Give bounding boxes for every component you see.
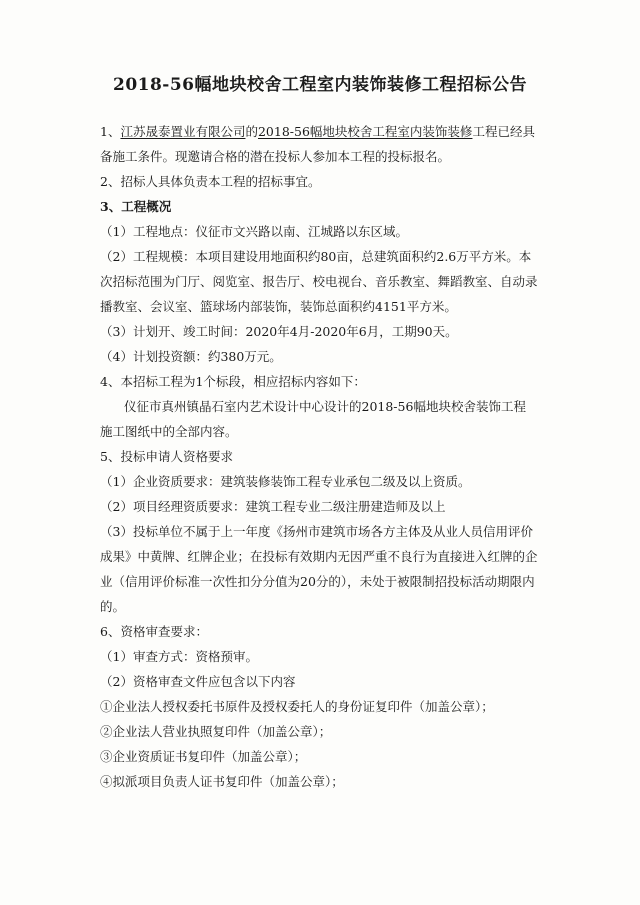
section-5-heading: 5、投标申请人资格要求: [100, 449, 233, 464]
section-3-investment: （4）计划投资额：约380万元。: [100, 349, 282, 364]
section-1-line-2: 备施工条件。现邀请合格的潜在投标人参加本工程的投标报名。: [100, 149, 451, 164]
section-6-documents: （2）资格审查文件应包含以下内容: [100, 674, 296, 689]
section-6-method: （1）审查方式：资格预审。: [100, 649, 258, 664]
section-6-item-2: ②企业法人营业执照复印件（加盖公章）；: [100, 724, 332, 739]
section-4-content-line-1: 仪征市真州镇晶石室内艺术设计中心设计的2018-56幅地块校舍装饰工程: [124, 399, 526, 414]
tenderer-name: 江苏晟泰置业有限公司: [120, 124, 246, 139]
section-3-scale-line-2: 次招标范围为门厅、阅览室、报告厅、校电视台、音乐教室、舞蹈教室、自动录: [100, 274, 538, 289]
section-1-rest: 工程已经具: [472, 124, 535, 139]
section-6-item-3: ③企业资质证书复印件（加盖公章）；: [100, 749, 307, 764]
section-3-heading: 3、工程概况: [100, 199, 172, 214]
section-5-credit-line-1: （3）投标单位不属于上一年度《扬州市建筑市场各方主体及从业人员信用评价: [100, 524, 533, 539]
section-5-credit-line-3: 业（信用评价标准一次性扣分分值为20分的），未处于被限制招投标活动期限内: [100, 574, 535, 589]
section-3-scale-line-3: 播教室、会议室、篮球场内部装饰，装饰总面积约4151平方米。: [100, 299, 457, 314]
section-1-number: 1、: [100, 124, 121, 139]
section-5-qualification: （1）企业资质要求：建筑装修装饰工程专业承包二级及以上资质。: [100, 474, 471, 489]
section-4-heading: 4、本招标工程为1个标段，相应招标内容如下：: [100, 374, 366, 389]
section-6-item-4: ④拟派项目负责人证书复印件（加盖公章）；: [100, 774, 344, 789]
document-title: 2018-56幅地块校舍工程室内装饰装修工程招标公告: [112, 75, 528, 95]
section-1-line-1: [100, 126, 535, 139]
section-1-connector: 的: [245, 124, 258, 139]
section-5-manager: （2）项目经理资质要求：建筑工程专业二级注册建造师及以上: [100, 499, 446, 514]
section-3-location: （1）工程地点：仪征市文兴路以南、江城路以东区域。: [100, 224, 408, 239]
section-6-item-1: ①企业法人授权委托书原件及授权委托人的身份证复印件（加盖公章）；: [100, 699, 494, 714]
section-2: 2、招标人具体负责本工程的招标事宜。: [100, 174, 321, 189]
project-name: 2018-56幅地块校舍工程室内装饰装修: [257, 124, 473, 139]
section-5-credit-line-2: 成果》中黄牌、红牌企业；在投标有效期内无因严重不良行为直接进入红牌的企: [100, 549, 538, 564]
section-5-credit-line-4: 的。: [100, 599, 126, 614]
section-3-scale-line-1: （2）工程规模：本项目建设用地面积约80亩，总建筑面积约2.6万平方米。本: [100, 249, 532, 264]
section-6-heading: 6、资格审查要求：: [100, 624, 208, 639]
section-3-schedule: （3）计划开、竣工时间：2020年4月-2020年6月，工期90天。: [100, 324, 458, 339]
section-4-content-line-2: 施工图纸中的全部内容。: [100, 424, 238, 439]
